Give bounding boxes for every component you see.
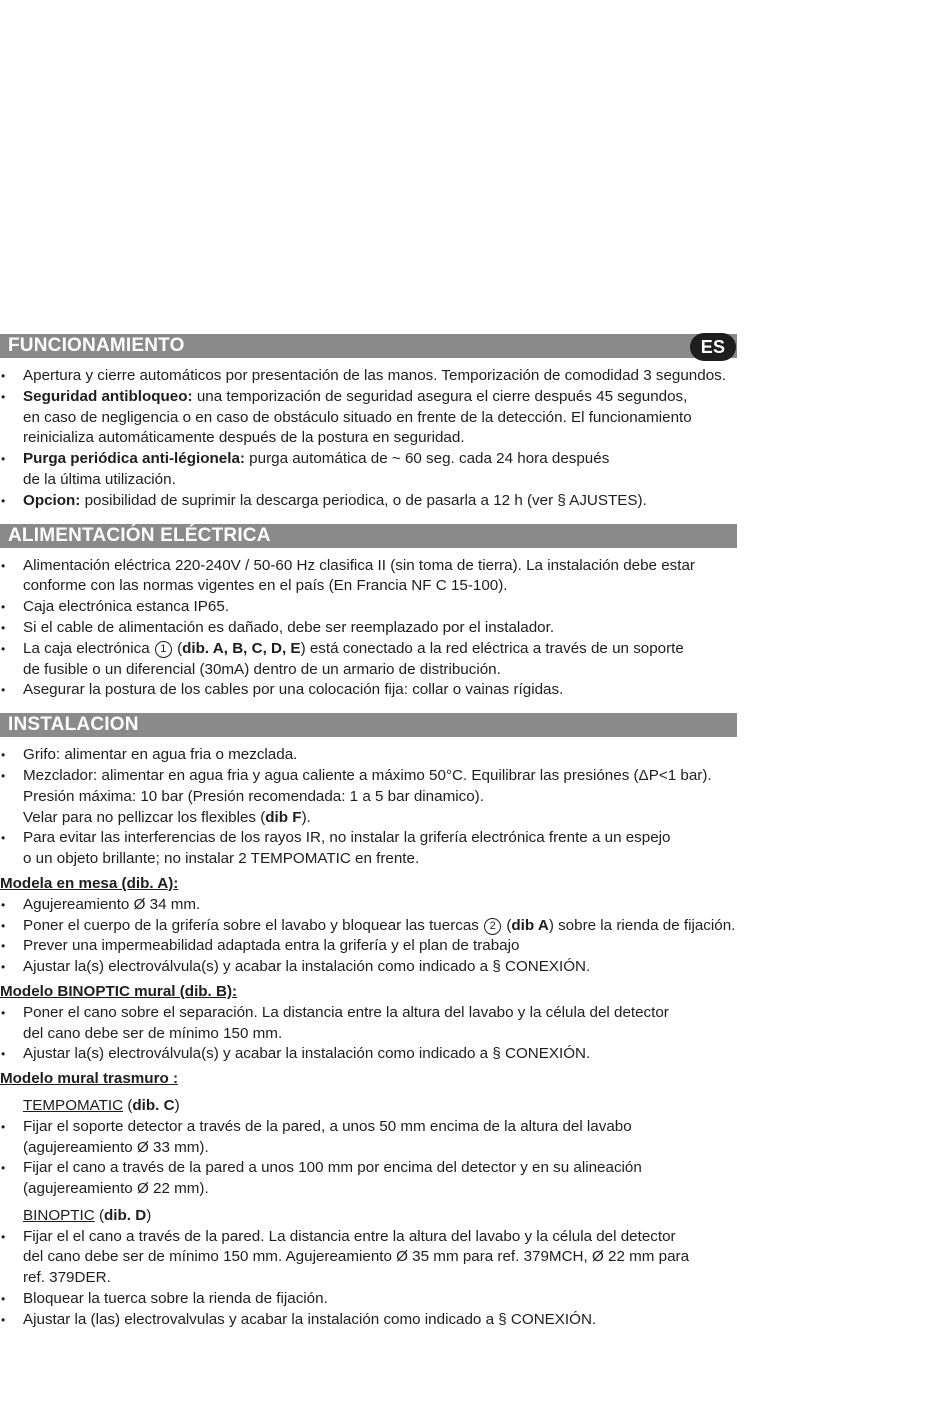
funcionamiento-list (0, 366, 740, 512)
list-item: • Asegurar la postura de los cables por una colocación fija: collar o vainas rígidas. (0, 680, 740, 701)
list-item: • Seguridad antibloqueo: una temporización de seguridad asegura el cierre después 45 segundos, en caso de negligencia o en caso de obstáculo situado en frente de la detección. El funcionamiento reinicializa automáticamente después de la postura en seguridad. (0, 387, 740, 449)
list-item: • Poner el cano sobre el separación. La distancia entre la altura del lavabo y la célula del detector del cano debe ser de mínimo 150 mm. (0, 1003, 740, 1045)
instalacion-list (0, 745, 740, 870)
section-title: ALIMENTACIÓN ELÉCTRICA (8, 524, 271, 546)
document-page (0, 334, 740, 1331)
section-title: FUNCIONAMIENTO (8, 335, 185, 356)
list-item: • Apertura y cierre automáticos por presentación de las manos. Temporización de comodidad 3 segundos. (0, 366, 740, 387)
section-title: INSTALACION (8, 714, 139, 736)
list-item: • Alimentación eléctrica 220-240V / 50-60 Hz clasifica II (sin toma de tierra). La instalación debe estar conforme con las normas vigentes en el país (En Francia NF C 15-100). (0, 556, 740, 598)
list-item: • Opcion: posibilidad de suprimir la descarga periodica, o de pasarla a 12 h (ver § AJUSTES). (0, 491, 740, 512)
list-item: • Bloquear la tuerca sobre la rienda de fijación. (0, 1289, 740, 1310)
list-item: • Fijar el soporte detector a través de la pared, a unos 50 mm encima de la altura del lavabo (agujereamiento Ø 33 mm). (0, 1117, 740, 1159)
callout-number: 2 (484, 918, 501, 935)
subsection-title-mesa: Modela en mesa (dib. A): (0, 874, 179, 892)
list-item: • Agujereamiento Ø 34 mm. (0, 895, 740, 916)
list-item: • Ajustar la(s) electroválvula(s) y acabar la instalación como indicado a § CONEXIÓN. (0, 957, 740, 978)
mesa-list (0, 895, 740, 978)
callout-number: 1 (155, 641, 172, 658)
list-item: • Grifo: alimentar en agua fria o mezclada. (0, 745, 740, 766)
language-badge: ES (690, 333, 736, 361)
variant-title-binoptic: BINOPTIC (dib. D) (23, 1206, 152, 1224)
binoptic-mural-list (0, 1003, 740, 1065)
subsection-title-trasmuro: Modelo mural trasmuro : (0, 1070, 179, 1088)
list-item: • Fijar el el cano a través de la pared. La distancia entre la altura del lavabo y la célula del detector del cano debe ser de mínimo 150 mm. Agujereamiento Ø 35 mm para ref. 379MCH, Ø 22 mm para ref. 379DER. (0, 1227, 740, 1289)
list-item: • Poner el cuerpo de la grifería sobre el lavabo y bloquear las tuercas 2 (dib A) sobre la rienda de fijación. (0, 916, 740, 937)
subsection-title-binoptic-mural: Modelo BINOPTIC mural (dib. B): (0, 982, 238, 1000)
alimentacion-list (0, 556, 740, 702)
list-item: • Ajustar la(s) electroválvula(s) y acabar la instalación como indicado a § CONEXIÓN. (0, 1044, 740, 1065)
list-item: • Mezclador: alimentar en agua fria y agua caliente a máximo 50°C. Equilibrar las presiónes (ΔP<1 bar). Presión máxima: 10 bar (Presión recomendada: 1 a 5 bar dinamico). Velar para no pellizcar los flexibles (dib F). (0, 766, 740, 828)
list-item: • Si el cable de alimentación es dañado, debe ser reemplazado por el instalador. (0, 618, 740, 639)
variant-title-tempomatic: TEMPOMATIC (dib. C) (23, 1096, 180, 1114)
list-item: • Purga periódica anti-légionela: purga automática de ~ 60 seg. cada 24 hora después de la última utilización. (0, 449, 740, 491)
list-item: • Para evitar las interferencias de los rayos IR, no instalar la grifería electrónica frente a un espejo o un objeto brillante; no instalar 2 TEMPOMATIC en frente. (0, 828, 740, 870)
tempomatic-list (0, 1117, 740, 1200)
section-header-funcionamiento (0, 334, 737, 358)
list-item: • Caja electrónica estanca IP65. (0, 597, 740, 618)
binoptic-list (0, 1227, 740, 1331)
section-header-alimentacion (0, 524, 737, 548)
list-item: • La caja electrónica 1 (dib. A, B, C, D, E) está conectado a la red eléctrica a través de un soporte de fusible o un diferencial (30mA) dentro de un armario de distribución. (0, 639, 740, 681)
section-header-instalacion (0, 713, 737, 737)
list-item: • Prever una impermeabilidad adaptada entra la grifería y el plan de trabajo (0, 936, 740, 957)
list-item: • Ajustar la (las) electrovalvulas y acabar la instalación como indicado a § CONEXIÓN. (0, 1310, 740, 1331)
list-item: • Fijar el cano a través de la pared a unos 100 mm por encima del detector y en su alineación (agujereamiento Ø 22 mm). (0, 1158, 740, 1200)
